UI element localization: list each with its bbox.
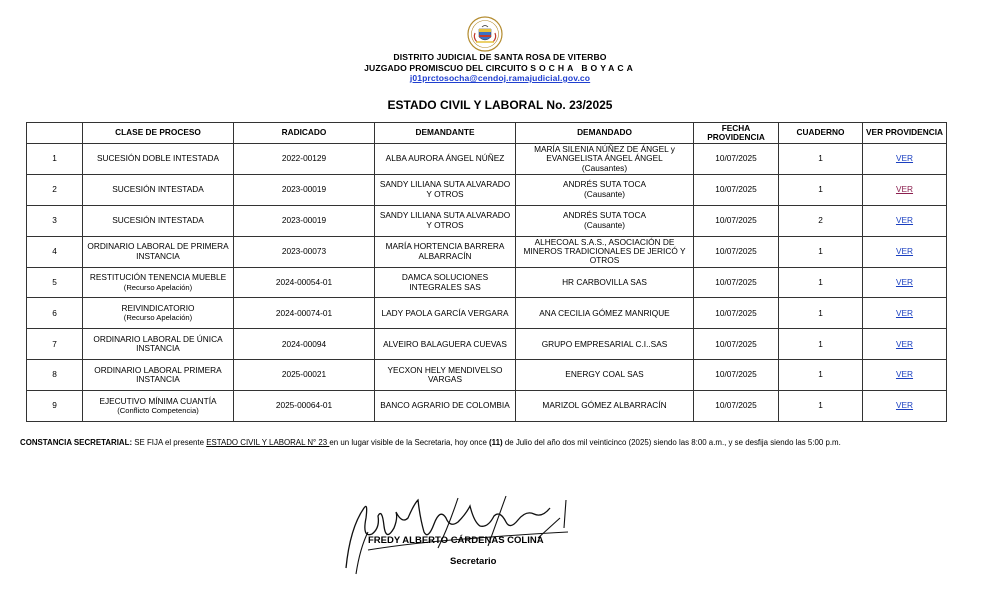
fecha-cell: 10/07/2025 <box>694 205 779 236</box>
constancia-text-3: de Julio del año dos mil veinticinco (2025) siendo las 8:00 a.m., y se desfija siendo las 5:00 p.m. <box>502 438 841 447</box>
radicado-cell: 2024-00054-01 <box>234 267 375 298</box>
ver-cell <box>863 205 947 236</box>
clase-name: EJECUTIVO MÍNIMA CUANTÍA <box>99 395 217 406</box>
fecha-cell: 10/07/2025 <box>694 391 779 422</box>
demandado-cell: GRUPO EMPRESARIAL C.I..SAS <box>516 329 694 360</box>
estado-table <box>26 122 947 422</box>
demandado-cell: MARIZOL GÓMEZ ALBARRACÍN <box>516 391 694 422</box>
col-header-fecha: FECHA PROVIDENCIA <box>694 123 779 144</box>
demandante-cell: ALBA AURORA ÁNGEL NÚÑEZ <box>375 144 516 175</box>
fecha-cell: 10/07/2025 <box>694 236 779 267</box>
ver-cell <box>863 298 947 329</box>
district-heading: DISTRITO JUDICIAL DE SANTA ROSA DE VITERBO <box>393 52 607 62</box>
coat-of-arms-seal <box>467 16 503 52</box>
radicado-cell: 2023-00073 <box>234 236 375 267</box>
cuaderno-cell: 1 <box>779 174 863 205</box>
clase-cell: ORDINARIO LABORAL PRIMERA INSTANCIA <box>83 360 234 391</box>
table-row <box>27 298 947 329</box>
table-row <box>27 205 947 236</box>
cuaderno-cell: 1 <box>779 298 863 329</box>
demandante-cell: MARÍA HORTENCIA BARRERA ALBARRACÍN <box>375 236 516 267</box>
row-number: 8 <box>27 360 83 391</box>
clase-note: (Recurso Apelación) <box>123 313 193 323</box>
table-row <box>27 391 947 422</box>
constancia-text-2: en un lugar visible de la Secretaria, hoy once <box>329 438 490 447</box>
radicado-cell: 2024-00074-01 <box>234 298 375 329</box>
radicado-cell: 2022-00129 <box>234 144 375 175</box>
demandante-cell: ALVEIRO BALAGUERA CUEVAS <box>375 329 516 360</box>
ver-cell <box>863 329 947 360</box>
row-number: 7 <box>27 329 83 360</box>
row-number: 6 <box>27 298 83 329</box>
demandado-cell: ENERGY COAL SAS <box>516 360 694 391</box>
constancia-day: (11) <box>489 438 503 447</box>
clase-cell: SUCESIÓN INTESTADA <box>83 205 234 236</box>
ver-cell <box>863 174 947 205</box>
col-header-radicado: RADICADO <box>234 123 375 144</box>
demandado-cell: HR CARBOVILLA SAS <box>516 267 694 298</box>
row-number: 9 <box>27 391 83 422</box>
clase-note: (Conflicto Competencia) <box>117 406 199 416</box>
demandado-cell: ALHECOAL S.A.S., ASOCIACIÓN DE MINEROS TRADICIONALES DE JERICÓ Y OTROS <box>516 236 694 267</box>
fecha-cell: 10/07/2025 <box>694 144 779 175</box>
radicado-cell: 2023-00019 <box>234 205 375 236</box>
table-row <box>27 267 947 298</box>
demandado-cell <box>516 174 694 205</box>
constancia-text-1: SE FIJA el presente <box>132 438 207 447</box>
signer-name: FREDY ALBERTO CÁRDENAS COLINA <box>368 535 544 546</box>
demandado-note: (Causantes) <box>581 162 628 173</box>
clase-cell <box>83 391 234 422</box>
ver-providencia-link[interactable]: VER <box>895 338 914 349</box>
clase-cell <box>83 267 234 298</box>
demandante-cell: YECXON HELY MENDIVELSO VARGAS <box>375 360 516 391</box>
clase-cell: SUCESIÓN INTESTADA <box>83 174 234 205</box>
court-heading-location: SOCHA BOYACA <box>530 63 636 73</box>
court-heading <box>0 63 1000 73</box>
fecha-cell: 10/07/2025 <box>694 267 779 298</box>
demandado-note: (Causante) <box>583 219 626 230</box>
demandante-cell: DAMCA SOLUCIONES INTEGRALES SAS <box>375 267 516 298</box>
court-email <box>0 73 1000 83</box>
col-header-demandado: DEMANDADO <box>516 123 694 144</box>
radicado-cell: 2025-00064-01 <box>234 391 375 422</box>
cuaderno-cell: 1 <box>779 360 863 391</box>
table-header-row <box>27 123 947 144</box>
ver-providencia-link[interactable]: VER <box>895 184 914 195</box>
radicado-cell: 2023-00019 <box>234 174 375 205</box>
cuaderno-cell: 1 <box>779 144 863 175</box>
table-row <box>27 236 947 267</box>
table-row <box>27 329 947 360</box>
demandante-cell: SANDY LILIANA SUTA ALVARADO Y OTROS <box>375 205 516 236</box>
fecha-cell: 10/07/2025 <box>694 298 779 329</box>
clase-name: RESTITUCIÓN TENENCIA MUEBLE <box>89 272 227 283</box>
constancia-secretarial <box>20 438 980 447</box>
ver-providencia-link[interactable]: VER <box>895 369 914 380</box>
clase-name: REIVINDICATORIO <box>121 302 195 313</box>
demandado-name: ANDRÉS SUTA TOCA <box>563 179 646 190</box>
row-number: 2 <box>27 174 83 205</box>
cuaderno-cell: 1 <box>779 329 863 360</box>
ver-cell <box>863 391 947 422</box>
row-number: 5 <box>27 267 83 298</box>
clase-cell <box>83 298 234 329</box>
col-header-number <box>27 123 83 144</box>
cuaderno-cell: 1 <box>779 236 863 267</box>
signer-title: Secretario <box>450 556 497 567</box>
cuaderno-cell: 1 <box>779 267 863 298</box>
ver-providencia-link[interactable]: VER <box>895 245 914 256</box>
court-heading-prefix: JUZGADO PROMISCUO DEL CIRCUITO <box>364 63 531 73</box>
radicado-cell: 2025-00021 <box>234 360 375 391</box>
table-row <box>27 174 947 205</box>
court-email-link[interactable]: j01prctosocha@cendoj.ramajudicial.gov.co <box>409 73 591 83</box>
cuaderno-cell: 1 <box>779 391 863 422</box>
demandante-cell: LADY PAOLA GARCÍA VERGARA <box>375 298 516 329</box>
demandado-name: MARÍA SILENIA NÚÑEZ DE ÁNGEL y EVANGELISTA ÁNGEL ÁNGEL <box>534 143 675 164</box>
fecha-cell: 10/07/2025 <box>694 174 779 205</box>
row-number: 1 <box>27 144 83 175</box>
row-number: 4 <box>27 236 83 267</box>
ver-providencia-link[interactable]: VER <box>895 400 914 411</box>
ver-providencia-link[interactable]: VER <box>895 307 914 318</box>
document-title: ESTADO CIVIL Y LABORAL No. 23/2025 <box>387 98 613 112</box>
ver-providencia-link[interactable]: VER <box>895 276 914 287</box>
clase-cell: ORDINARIO LABORAL DE PRIMERA INSTANCIA <box>83 236 234 267</box>
ver-providencia-link[interactable]: VER <box>895 215 914 226</box>
ver-cell <box>863 267 947 298</box>
clase-note: (Recurso Apelación) <box>123 282 193 292</box>
ver-cell <box>863 144 947 175</box>
table-row <box>27 360 947 391</box>
clase-cell: SUCESIÓN DOBLE INTESTADA <box>83 144 234 175</box>
demandado-cell <box>516 205 694 236</box>
demandante-cell: SANDY LILIANA SUTA ALVARADO Y OTROS <box>375 174 516 205</box>
ver-providencia-link[interactable]: VER <box>895 153 914 164</box>
clase-cell: ORDINARIO LABORAL DE ÚNICA INSTANCIA <box>83 329 234 360</box>
col-header-ver: VER PROVIDENCIA <box>863 123 947 144</box>
fecha-cell: 10/07/2025 <box>694 360 779 391</box>
col-header-cuaderno: CUADERNO <box>779 123 863 144</box>
ver-cell <box>863 236 947 267</box>
fecha-cell: 10/07/2025 <box>694 329 779 360</box>
radicado-cell: 2024-00094 <box>234 329 375 360</box>
row-number: 3 <box>27 205 83 236</box>
col-header-clase: CLASE DE PROCESO <box>83 123 234 144</box>
demandado-name: ANDRÉS SUTA TOCA <box>563 210 646 221</box>
demandado-cell <box>516 144 694 175</box>
demandado-cell: ANA CECILIA GÓMEZ MANRIQUE <box>516 298 694 329</box>
demandante-cell: BANCO AGRARIO DE COLOMBIA <box>375 391 516 422</box>
constancia-estado-ref: ESTADO CIVIL Y LABORAL N° 23 <box>206 438 330 447</box>
col-header-demandante: DEMANDANTE <box>375 123 516 144</box>
constancia-label: CONSTANCIA SECRETARIAL: <box>20 438 133 447</box>
table-row <box>27 144 947 175</box>
cuaderno-cell: 2 <box>779 205 863 236</box>
ver-cell <box>863 360 947 391</box>
demandado-note: (Causante) <box>583 188 626 199</box>
